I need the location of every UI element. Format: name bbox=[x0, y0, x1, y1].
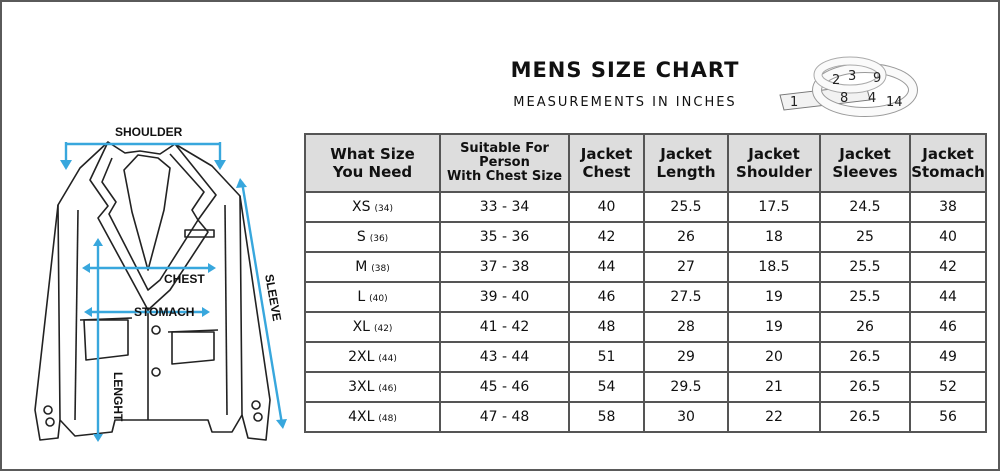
eu-size: (48) bbox=[378, 414, 397, 424]
length-cell: 27 bbox=[644, 252, 728, 282]
eu-size: (34) bbox=[374, 204, 393, 214]
shoulder-cell: 21 bbox=[728, 372, 820, 402]
size-cell bbox=[305, 342, 440, 372]
stomach-cell: 44 bbox=[910, 282, 986, 312]
chest-cell: 42 bbox=[569, 222, 644, 252]
eu-size: (46) bbox=[378, 384, 397, 394]
stomach-cell: 56 bbox=[910, 402, 986, 432]
shoulder-label: SHOULDER bbox=[115, 125, 183, 139]
header-line: What Size bbox=[330, 145, 415, 163]
length-cell: 27.5 bbox=[644, 282, 728, 312]
chest-cell: 44 bbox=[569, 252, 644, 282]
sleeves-cell: 26.5 bbox=[820, 372, 910, 402]
header-suitable bbox=[440, 134, 569, 192]
shoulder-cell: 19 bbox=[728, 282, 820, 312]
sleeves-cell: 26 bbox=[820, 312, 910, 342]
size-cell bbox=[305, 282, 440, 312]
tape-number: 4 bbox=[868, 91, 877, 106]
jacket-diagram bbox=[20, 120, 310, 465]
header-line: Suitable For bbox=[460, 141, 549, 156]
stomach-cell: 52 bbox=[910, 372, 986, 402]
header-sleeves bbox=[820, 134, 910, 192]
stomach-cell: 38 bbox=[910, 192, 986, 222]
header-line: Sleeves bbox=[832, 163, 898, 181]
header-line: Stomach bbox=[911, 163, 985, 181]
shoulder-cell: 17.5 bbox=[728, 192, 820, 222]
header-line: Shoulder bbox=[736, 163, 812, 181]
size-label: 2XL bbox=[348, 349, 375, 365]
shoulder-cell: 20 bbox=[728, 342, 820, 372]
shoulder-cell: 19 bbox=[728, 312, 820, 342]
table-header-row bbox=[305, 134, 986, 192]
shoulder-cell: 18.5 bbox=[728, 252, 820, 282]
tape-number: 2 bbox=[832, 73, 841, 88]
chest-cell: 51 bbox=[569, 342, 644, 372]
table-row bbox=[305, 252, 986, 282]
header-line: Length bbox=[656, 163, 716, 181]
length-cell: 28 bbox=[644, 312, 728, 342]
size-label: S bbox=[356, 229, 366, 245]
header-line: Jacket bbox=[839, 145, 891, 163]
size-cell bbox=[305, 222, 440, 252]
stomach-label: STOMACH bbox=[134, 305, 195, 319]
shoulder-cell: 18 bbox=[728, 222, 820, 252]
chest-range-cell: 47 - 48 bbox=[440, 402, 569, 432]
length-cell: 29 bbox=[644, 342, 728, 372]
header-line: Jacket bbox=[580, 145, 633, 163]
header-chest bbox=[569, 134, 644, 192]
arrow-heads bbox=[60, 160, 287, 442]
tape-number: 9 bbox=[873, 71, 882, 86]
stomach-cell: 46 bbox=[910, 312, 986, 342]
chest-range-cell: 33 - 34 bbox=[440, 192, 569, 222]
tape-number: 1 bbox=[790, 95, 799, 110]
table-row bbox=[305, 312, 986, 342]
header-length bbox=[644, 134, 728, 192]
header-size bbox=[305, 134, 440, 192]
measurement-arrows bbox=[66, 142, 285, 438]
chest-range-cell: 35 - 36 bbox=[440, 222, 569, 252]
chest-range-cell: 41 - 42 bbox=[440, 312, 569, 342]
stomach-cell: 42 bbox=[910, 252, 986, 282]
sleeves-cell: 25.5 bbox=[820, 282, 910, 312]
chest-range-cell: 43 - 44 bbox=[440, 342, 569, 372]
sleeves-cell: 24.5 bbox=[820, 192, 910, 222]
chart-header bbox=[470, 58, 780, 110]
table-row bbox=[305, 342, 986, 372]
header-line: With Chest Size bbox=[446, 169, 563, 184]
tape-number: 8 bbox=[840, 91, 849, 106]
sleeves-cell: 26.5 bbox=[820, 402, 910, 432]
measuring-tape-icon bbox=[770, 40, 920, 125]
size-cell bbox=[305, 372, 440, 402]
shoulder-cell: 22 bbox=[728, 402, 820, 432]
size-label: 3XL bbox=[348, 379, 375, 395]
tape-number: 3 bbox=[848, 69, 857, 84]
tape-number: 14 bbox=[886, 95, 903, 110]
page-title: MENS SIZE CHART bbox=[510, 58, 740, 82]
size-cell bbox=[305, 402, 440, 432]
stomach-cell: 40 bbox=[910, 222, 986, 252]
size-label: M bbox=[355, 259, 368, 275]
chest-cell: 48 bbox=[569, 312, 644, 342]
header-line: Jacket bbox=[922, 145, 974, 163]
length-cell: 26 bbox=[644, 222, 728, 252]
header-line: Jacket bbox=[660, 145, 712, 163]
size-label: 4XL bbox=[348, 409, 375, 425]
jacket-outline bbox=[35, 142, 270, 440]
sleeves-cell: 25 bbox=[820, 222, 910, 252]
size-cell bbox=[305, 312, 440, 342]
length-cell: 29.5 bbox=[644, 372, 728, 402]
chest-label: CHEST bbox=[164, 272, 205, 286]
table-row bbox=[305, 222, 986, 252]
length-label: LENGHT bbox=[111, 372, 125, 422]
size-cell bbox=[305, 252, 440, 282]
chest-cell: 54 bbox=[569, 372, 644, 402]
length-cell: 30 bbox=[644, 402, 728, 432]
header-line: Person bbox=[479, 155, 530, 170]
chest-range-cell: 39 - 40 bbox=[440, 282, 569, 312]
chest-range-cell: 45 - 46 bbox=[440, 372, 569, 402]
page-subtitle: MEASUREMENTS IN INCHES bbox=[513, 95, 737, 110]
eu-size: (36) bbox=[369, 234, 389, 244]
size-label: XL bbox=[352, 319, 370, 335]
chest-cell: 40 bbox=[569, 192, 644, 222]
size-cell bbox=[305, 192, 440, 222]
size-label: L bbox=[357, 289, 366, 305]
stomach-cell: 49 bbox=[910, 342, 986, 372]
header-stomach bbox=[910, 134, 986, 192]
eu-size: (40) bbox=[369, 294, 388, 304]
sleeves-cell: 25.5 bbox=[820, 252, 910, 282]
header-line: You Need bbox=[332, 163, 413, 181]
size-table bbox=[304, 133, 987, 433]
eu-size: (42) bbox=[373, 324, 393, 334]
chest-range-cell: 37 - 38 bbox=[440, 252, 569, 282]
chest-cell: 46 bbox=[569, 282, 644, 312]
chest-cell: 58 bbox=[569, 402, 644, 432]
header-shoulder bbox=[728, 134, 820, 192]
sleeve-label: SLEEVE bbox=[262, 273, 285, 323]
eu-size: (44) bbox=[378, 354, 397, 364]
size-label: XS bbox=[352, 199, 371, 215]
header-line: Chest bbox=[582, 163, 631, 181]
table-row bbox=[305, 282, 986, 312]
sleeves-cell: 26.5 bbox=[820, 342, 910, 372]
table-row bbox=[305, 402, 986, 432]
length-cell: 25.5 bbox=[644, 192, 728, 222]
table-row bbox=[305, 372, 986, 402]
table-row bbox=[305, 192, 986, 222]
header-line: Jacket bbox=[748, 145, 800, 163]
eu-size: (38) bbox=[371, 264, 390, 274]
